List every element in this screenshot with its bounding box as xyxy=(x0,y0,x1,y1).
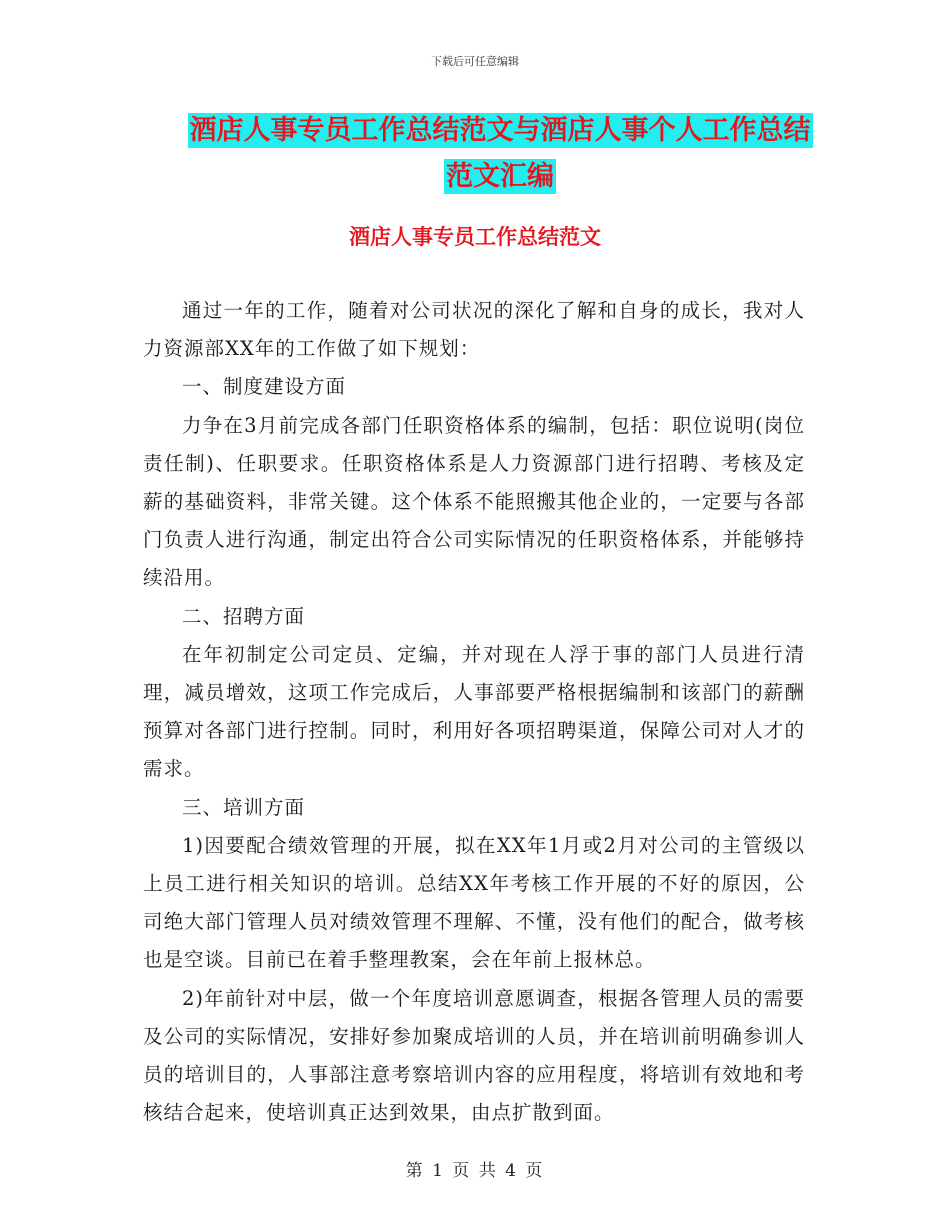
paragraph-intro: 通过一年的工作，随着对公司状况的深化了解和自身的成长，我对人力资源部XX年的工作做了如下规划： xyxy=(143,299,805,361)
paragraph-recruitment: 在年初制定公司定员、定编，并对现在人浮于事的部门人员进行清理，减员增效，这项工作完成后，人事部要严格根据编制和该部门的薪酬预算对各部门进行控制。同时，利用好各项招聘渠道，保障公司对人才的需求。 xyxy=(143,642,805,781)
heading-recruitment: 二、招聘方面 xyxy=(182,604,306,628)
paragraph-training-2: 2)年前针对中层，做一个年度培训意愿调查，根据各管理人员的需要及公司的实际情况，安排好参加聚成培训的人员，并在培训前明确参训人员的培训目的，人事部注意考察培训内容的应用程度，将培训有效地和考核结合起来，使培训真正达到效果，由点扩散到面。 xyxy=(143,986,805,1125)
section-title: 酒店人事专员工作总结范文 xyxy=(349,224,601,249)
body-text xyxy=(143,292,805,1132)
page-header: 下载后可任意编辑 xyxy=(431,55,519,68)
paragraph-institution: 力争在3月前完成各部门任职资格体系的编制，包括：职位说明(岗位责任制)、任职要求。任职资格体系是人力资源部门进行招聘、考核及定薪的基础资料，非常关键。这个体系不能照搬其他企业的，一定要与各部门负责人进行沟通，制定出符合公司实际情况的任职资格体系，并能够持续沿用。 xyxy=(143,413,805,590)
document-title xyxy=(180,108,820,200)
document-title-line-2: 范文汇编 xyxy=(446,161,554,192)
heading-training: 三、培训方面 xyxy=(182,795,306,819)
heading-institution: 一、制度建设方面 xyxy=(182,375,347,399)
document-title-line-1: 酒店人事专员工作总结范文与酒店人事个人工作总结 xyxy=(189,115,811,146)
paragraph-training-1: 1)因要配合绩效管理的开展，拟在XX年1月或2月对公司的主管级以上员工进行相关知识的培训。总结XX年考核工作开展的不好的原因，公司绝大部门管理人员对绩效管理不理解、不懂，没有他们的配合，做考核也是空谈。目前已在着手整理教案，会在年前上报林总。 xyxy=(143,833,805,972)
page-number-footer: 第 1 页 共 4 页 xyxy=(405,1161,545,1181)
